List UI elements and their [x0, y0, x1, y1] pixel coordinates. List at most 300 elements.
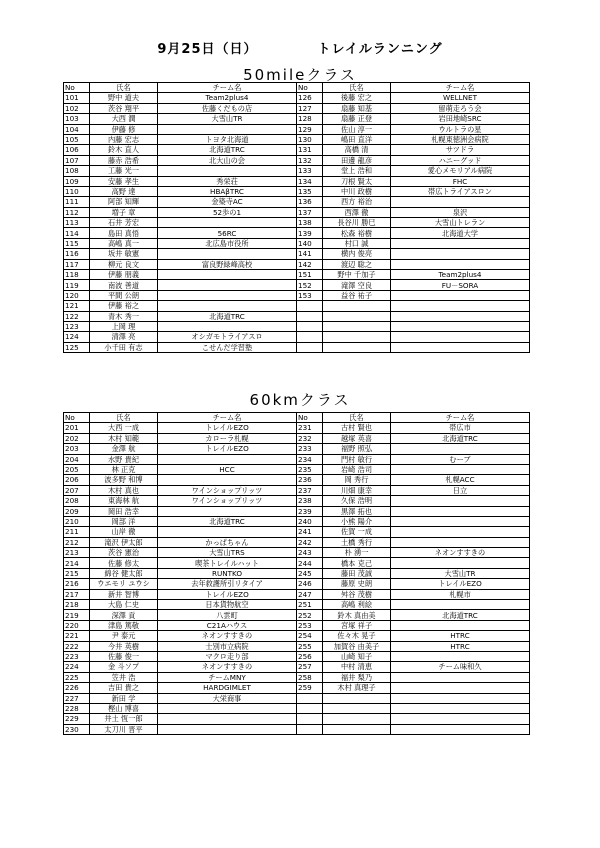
team-name: [158, 714, 297, 724]
column-header: 氏名: [323, 83, 391, 93]
team-name: 日本貨物航空: [158, 600, 297, 610]
runner-name: 内藤 宏志: [90, 134, 158, 144]
entry-number: 109: [64, 176, 90, 186]
team-name: [391, 693, 530, 703]
entry-number: 113: [64, 218, 90, 228]
entry-number: 133: [297, 166, 323, 176]
team-name: [158, 321, 297, 331]
entry-number: 112: [64, 207, 90, 217]
team-name: 札幌市: [391, 589, 530, 599]
entry-number: 105: [64, 134, 90, 144]
team-name: むーブ: [391, 454, 530, 464]
team-name: 佐藤くだもの店: [158, 103, 297, 113]
team-name: 北海道TRC: [158, 516, 297, 526]
table-row: [64, 527, 530, 537]
table-row: [64, 249, 530, 259]
table-row: [64, 93, 530, 103]
table-header-row: [64, 413, 530, 423]
runner-name: 藤原 史朗: [323, 579, 391, 589]
runner-name: 上岡 理: [90, 321, 158, 331]
table-row: [64, 464, 530, 474]
team-name: HBAβTRC: [158, 186, 297, 196]
team-name: Team2plus4: [391, 270, 530, 280]
entry-number: 259: [297, 683, 323, 693]
runner-name: 久保 浩明: [323, 496, 391, 506]
entry-number: 252: [297, 610, 323, 620]
runner-name: 岡 秀行: [323, 475, 391, 485]
runner-name: 松森 裕樹: [323, 228, 391, 238]
team-name: [391, 651, 530, 661]
entry-number: 114: [64, 228, 90, 238]
team-name: HTRC: [391, 631, 530, 641]
entry-number: 151: [297, 270, 323, 280]
team-name: ワインショップリッツ: [158, 485, 297, 495]
table-row: [64, 703, 530, 713]
runner-name: 青木 秀一: [90, 311, 158, 321]
entry-number: 222: [64, 641, 90, 651]
team-name: 北海道大学: [391, 228, 530, 238]
team-name: [391, 259, 530, 269]
entry-number: 118: [64, 270, 90, 280]
table-row: [64, 485, 530, 495]
page-title: [0, 38, 600, 57]
team-name: [391, 558, 530, 568]
team-name: ネオンすすきの: [158, 631, 297, 641]
entry-number: 153: [297, 290, 323, 300]
team-name: [391, 496, 530, 506]
entry-number: 224: [64, 662, 90, 672]
runner-name: [323, 301, 391, 311]
entry-number: 142: [297, 259, 323, 269]
entry-number: 123: [64, 321, 90, 331]
table-row: [64, 714, 530, 724]
runner-name: 佐藤 修太: [90, 558, 158, 568]
entry-number: 102: [64, 103, 90, 113]
table-row: [64, 186, 530, 196]
runner-name: 綿谷 健太郎: [90, 568, 158, 578]
entry-table-50mile: [63, 82, 530, 353]
entry-number: 211: [64, 527, 90, 537]
table-row: [64, 280, 530, 290]
team-name: [391, 672, 530, 682]
runner-name: 土橋 秀行: [323, 537, 391, 547]
entry-number: 216: [64, 579, 90, 589]
team-name: 大雪山トレラン: [391, 218, 530, 228]
runner-name: 高橋 清: [323, 145, 391, 155]
entry-number: 213: [64, 548, 90, 558]
runner-name: 伊藤 朋義: [90, 270, 158, 280]
table-row: [64, 516, 530, 526]
runner-name: 西方 裕治: [323, 197, 391, 207]
team-name: トレイルEZO: [391, 579, 530, 589]
entry-number: 141: [297, 249, 323, 259]
entry-number: 131: [297, 145, 323, 155]
entry-number: 132: [297, 155, 323, 165]
team-name: [391, 311, 530, 321]
runner-name: 高嶋 真一: [90, 238, 158, 248]
entry-number: 220: [64, 620, 90, 630]
team-name: [158, 270, 297, 280]
entry-number: 232: [297, 433, 323, 443]
team-name: HCC: [158, 464, 297, 474]
team-name: こせんだ学習塾: [158, 342, 297, 352]
entry-number: 121: [64, 301, 90, 311]
runner-name: [323, 311, 391, 321]
runner-name: [323, 342, 391, 352]
runner-name: 刀根 賢太: [323, 176, 391, 186]
table-row: [64, 124, 530, 134]
event-date: 9月25日（日）: [157, 42, 258, 57]
team-name: カローラ札幌: [158, 433, 297, 443]
team-name: Team2plus4: [158, 93, 297, 103]
runner-name: 波多野 和博: [90, 475, 158, 485]
runner-name: 山崎 知子: [323, 651, 391, 661]
team-name: RUNTKO: [158, 568, 297, 578]
team-name: [391, 683, 530, 693]
entry-number: 140: [297, 238, 323, 248]
table-row: [64, 631, 530, 641]
entry-number: 128: [297, 114, 323, 124]
table-row: [64, 166, 530, 176]
runner-name: 新田 学: [90, 693, 158, 703]
runner-name: 扇藤 正登: [323, 114, 391, 124]
team-name: 八雲町: [158, 610, 297, 620]
runner-name: 滝澤 空良: [323, 280, 391, 290]
entry-number: 152: [297, 280, 323, 290]
table-row: [64, 579, 530, 589]
runner-name: 井土 恆一郎: [90, 714, 158, 724]
runner-name: 嶋田 直洋: [323, 134, 391, 144]
runner-name: 大島 仁史: [90, 600, 158, 610]
entry-number: 258: [297, 672, 323, 682]
runner-name: 工藤 光一: [90, 166, 158, 176]
runner-name: 佐賀 一成: [323, 527, 391, 537]
team-name: 56RC: [158, 228, 297, 238]
team-name: 喫茶トレイルハット: [158, 558, 297, 568]
team-name: 日立: [391, 485, 530, 495]
team-name: 大栄商事: [158, 693, 297, 703]
runner-name: 岩崎 浩司: [323, 464, 391, 474]
runner-name: 佐藤 俊一: [90, 651, 158, 661]
runner-name: 今井 英樹: [90, 641, 158, 651]
runner-name: 中川 政樹: [323, 186, 391, 196]
entry-number: 104: [64, 124, 90, 134]
entry-number: 208: [64, 496, 90, 506]
runner-name: 木村 真理子: [323, 683, 391, 693]
team-name: [158, 280, 297, 290]
entry-number: 225: [64, 672, 90, 682]
runner-name: 増子 章: [90, 207, 158, 217]
runner-name: 堂上 浩和: [323, 166, 391, 176]
runner-name: 岡部 洋: [90, 516, 158, 526]
team-name: [391, 342, 530, 352]
runner-name: 渡辺 聡之: [323, 259, 391, 269]
runner-name: 佐山 淳一: [323, 124, 391, 134]
runner-name: 新井 智博: [90, 589, 158, 599]
team-name: C21Aハウス: [158, 620, 297, 630]
runner-name: 藤赤 浩希: [90, 155, 158, 165]
team-name: オシガモトライアスロ: [158, 332, 297, 342]
runner-name: 古村 賢也: [323, 423, 391, 433]
runner-name: [323, 332, 391, 342]
team-name: [391, 703, 530, 713]
entry-number: 205: [64, 464, 90, 474]
entry-number: 103: [64, 114, 90, 124]
entry-number: 245: [297, 568, 323, 578]
runner-name: 伊藤 修: [90, 124, 158, 134]
entry-number: 209: [64, 506, 90, 516]
table-row: [64, 176, 530, 186]
runner-name: 藤田 茂誠: [323, 568, 391, 578]
entry-number: 221: [64, 631, 90, 641]
team-name: [391, 506, 530, 516]
entry-number: 212: [64, 537, 90, 547]
team-name: [391, 301, 530, 311]
entry-number: 230: [64, 724, 90, 734]
team-name: ワインショップリッツ: [158, 496, 297, 506]
runner-name: 樫山 博喜: [90, 703, 158, 713]
entry-number: 251: [297, 600, 323, 610]
team-name: [391, 724, 530, 734]
team-name: 富良野緑峰高校: [158, 259, 297, 269]
runner-name: 阿部 知輝: [90, 197, 158, 207]
runner-name: [323, 693, 391, 703]
entry-number: 219: [64, 610, 90, 620]
team-name: 帯広市: [391, 423, 530, 433]
runner-name: 舛谷 茂樹: [323, 589, 391, 599]
team-name: HTRC: [391, 641, 530, 651]
team-name: [158, 166, 297, 176]
entry-number: 210: [64, 516, 90, 526]
team-name: 留萌走ろう会: [391, 103, 530, 113]
table-row: [64, 259, 530, 269]
runner-name: 高嶋 利絵: [323, 600, 391, 610]
entry-number: 111: [64, 197, 90, 207]
team-name: [391, 332, 530, 342]
entry-number: 122: [64, 311, 90, 321]
entry-number: 215: [64, 568, 90, 578]
entry-number: 107: [64, 155, 90, 165]
table-row: [64, 423, 530, 433]
team-name: 大雪山TR: [158, 114, 297, 124]
entry-number: 214: [64, 558, 90, 568]
team-name: [391, 516, 530, 526]
entry-number: 253: [297, 620, 323, 630]
entry-number: 257: [297, 662, 323, 672]
runner-name: 水野 貴紀: [90, 454, 158, 464]
runner-name: 西澤 徹: [323, 207, 391, 217]
entry-number: 117: [64, 259, 90, 269]
team-name: [158, 124, 297, 134]
runner-name: 安藤 孝生: [90, 176, 158, 186]
table-row: [64, 238, 530, 248]
table-row: [64, 290, 530, 300]
team-name: 大雪山TR: [391, 568, 530, 578]
runner-name: 坂井 敏憲: [90, 249, 158, 259]
team-name: [391, 537, 530, 547]
team-name: [158, 506, 297, 516]
entry-number: 115: [64, 238, 90, 248]
team-name: 札幌ACC: [391, 475, 530, 485]
table-row: [64, 496, 530, 506]
team-name: [391, 714, 530, 724]
entry-number: 135: [297, 186, 323, 196]
runner-name: 福野 照弘: [323, 444, 391, 454]
team-name: トヨタ北海道: [158, 134, 297, 144]
entry-number: 247: [297, 589, 323, 599]
table-row: [64, 693, 530, 703]
team-name: 岩田地崎SRC: [391, 114, 530, 124]
table-row: [64, 620, 530, 630]
runner-name: 津島 篤敬: [90, 620, 158, 630]
entry-number: 129: [297, 124, 323, 134]
table-row: [64, 454, 530, 464]
table-row: [64, 475, 530, 485]
runner-name: 石井 芳宏: [90, 218, 158, 228]
table-row: [64, 270, 530, 280]
runner-name: 益谷 祐子: [323, 290, 391, 300]
team-name: 北海道TRC: [391, 610, 530, 620]
entry-number: 126: [297, 93, 323, 103]
team-name: 大雪山TRS: [158, 548, 297, 558]
runner-name: 深澤 貢: [90, 610, 158, 620]
column-header: No: [64, 83, 90, 93]
table-row: [64, 662, 530, 672]
entry-number: 255: [297, 641, 323, 651]
entry-number: 254: [297, 631, 323, 641]
table-row: [64, 672, 530, 682]
table-row: [64, 342, 530, 352]
entry-number: 226: [64, 683, 90, 693]
entry-number: 223: [64, 651, 90, 661]
entry-number: [297, 714, 323, 724]
entry-number: 256: [297, 651, 323, 661]
runner-name: 大西 一成: [90, 423, 158, 433]
team-name: 52歩の1: [158, 207, 297, 217]
runner-name: 木村 知範: [90, 433, 158, 443]
team-name: かっぱちゃん: [158, 537, 297, 547]
team-name: HARDGIMLET: [158, 683, 297, 693]
team-name: チーム味和久: [391, 662, 530, 672]
entry-number: 231: [297, 423, 323, 433]
runner-name: 林 正克: [90, 464, 158, 474]
entry-number: [297, 332, 323, 342]
entry-number: 239: [297, 506, 323, 516]
entry-number: 241: [297, 527, 323, 537]
team-name: トレイルEZO: [158, 444, 297, 454]
entry-number: 233: [297, 444, 323, 454]
runner-name: [323, 724, 391, 734]
team-name: 帯広トライアスロン: [391, 186, 530, 196]
runner-name: 木村 真也: [90, 485, 158, 495]
team-name: [391, 197, 530, 207]
table-row: [64, 506, 530, 516]
team-name: [158, 301, 297, 311]
team-name: [391, 600, 530, 610]
entry-number: 228: [64, 703, 90, 713]
team-name: 秀栄荘: [158, 176, 297, 186]
entry-number: 234: [297, 454, 323, 464]
team-name: [391, 290, 530, 300]
entry-number: 137: [297, 207, 323, 217]
entry-number: 110: [64, 186, 90, 196]
team-name: 泉沢: [391, 207, 530, 217]
runner-name: 朴 湧一: [323, 548, 391, 558]
entry-number: 125: [64, 342, 90, 352]
entry-number: 238: [297, 496, 323, 506]
table-row: [64, 724, 530, 734]
entry-number: 202: [64, 433, 90, 443]
entry-number: 218: [64, 600, 90, 610]
runner-name: 南波 善道: [90, 280, 158, 290]
table-header-row: [64, 83, 530, 93]
runner-name: 鈴木 直人: [90, 145, 158, 155]
team-name: [158, 703, 297, 713]
table-row: [64, 197, 530, 207]
class-title-50mile: 50mileクラス: [243, 66, 357, 84]
entry-number: 139: [297, 228, 323, 238]
table-row: [64, 600, 530, 610]
entry-number: 227: [64, 693, 90, 703]
runner-name: 横内 俊亮: [323, 249, 391, 259]
runner-name: 中村 清恵: [323, 662, 391, 672]
entry-number: 217: [64, 589, 90, 599]
team-name: [158, 475, 297, 485]
column-header: 氏名: [90, 83, 158, 93]
entry-number: [297, 693, 323, 703]
entry-number: 207: [64, 485, 90, 495]
table-row: [64, 548, 530, 558]
runner-name: [323, 703, 391, 713]
table-row: [64, 683, 530, 693]
runner-name: 笠井 浩: [90, 672, 158, 682]
team-name: [158, 218, 297, 228]
team-name: 北広島市役所: [158, 238, 297, 248]
column-header: チーム名: [158, 83, 297, 93]
entry-number: [297, 311, 323, 321]
entry-number: 243: [297, 548, 323, 558]
team-name: [391, 249, 530, 259]
team-name: チームMNY: [158, 672, 297, 682]
entry-number: 130: [297, 134, 323, 144]
table-row: [64, 641, 530, 651]
entry-number: 136: [297, 197, 323, 207]
runner-name: 伊藤 裕之: [90, 301, 158, 311]
column-header: チーム名: [391, 413, 530, 423]
runner-name: 加賀谷 由美子: [323, 641, 391, 651]
table-row: [64, 651, 530, 661]
runner-name: 滝沢 伊太郎: [90, 537, 158, 547]
runner-name: 黒澤 拓也: [323, 506, 391, 516]
entry-number: 108: [64, 166, 90, 176]
entry-number: [297, 724, 323, 734]
team-name: トレイルEZO: [158, 589, 297, 599]
table-row: [64, 558, 530, 568]
runner-name: 長谷川 勝巳: [323, 218, 391, 228]
team-name: [158, 249, 297, 259]
entry-number: 244: [297, 558, 323, 568]
runner-name: 茨谷 翔平: [90, 103, 158, 113]
entry-number: 101: [64, 93, 90, 103]
class-title-60km: 60kmクラス: [249, 391, 351, 409]
team-name: ネオンすすきの: [391, 548, 530, 558]
table-row: [64, 568, 530, 578]
runner-name: 鈴木 真由美: [323, 610, 391, 620]
runner-name: 越塚 英喜: [323, 433, 391, 443]
table-row: [64, 332, 530, 342]
entry-number: 120: [64, 290, 90, 300]
runner-name: 清澤 亮: [90, 332, 158, 342]
